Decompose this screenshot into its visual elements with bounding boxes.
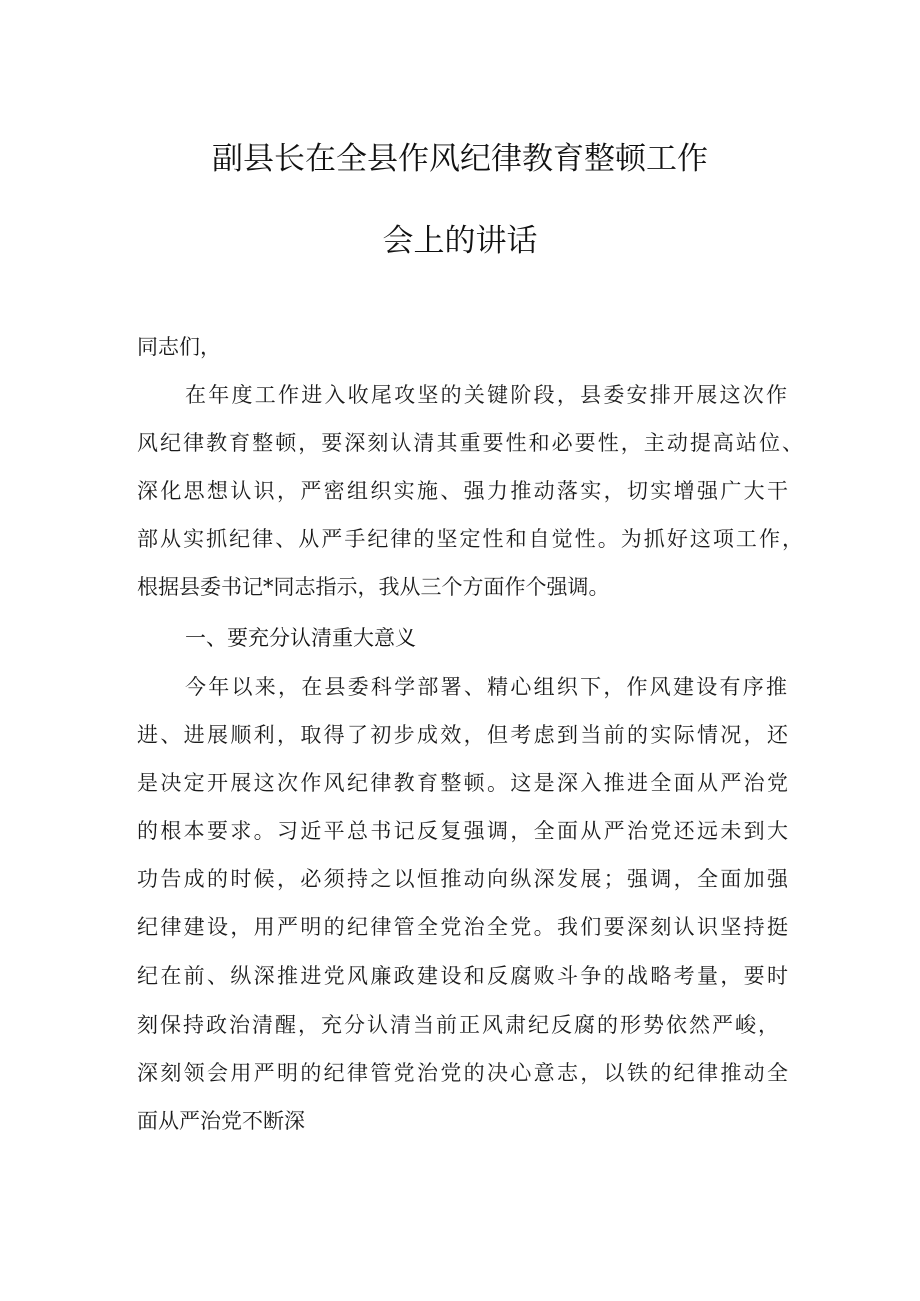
paragraph-2-line-7: 纪在前、纵深推进党风廉政建设和反腐败斗争的战略考量，要时 xyxy=(137,964,788,988)
paragraph-2-line-5: 功告成的时候，必须持之以恒推动向纵深发展；强调，全面加强 xyxy=(137,867,788,891)
paragraph-2-line-8: 刻保持政治清醒，充分认清当前正风肃纪反腐的形势依然严峻， xyxy=(137,1013,779,1037)
salutation: 同志们， xyxy=(137,335,221,359)
paragraph-2-line-9: 深刻领会用严明的纪律管党治党的决心意志，以铁的纪律推动全 xyxy=(137,1061,788,1085)
paragraph-2-line-10: 面从严治党不断深 xyxy=(137,1109,305,1133)
paragraph-2-line-2: 进、进展顺利，取得了初步成效，但考虑到当前的实际情况，还 xyxy=(137,723,788,747)
document-title-line-2: 会上的讲话 xyxy=(382,223,538,259)
paragraph-1-line-4: 部从实抓纪律、从严手纪律的坚定性和自觉性。为抓好这项工作， xyxy=(137,527,803,551)
paragraph-1-line-1: 在年度工作进入收尾攻坚的关键阶段，县委安排开展这次作 xyxy=(185,383,787,407)
paragraph-2-line-3: 是决定开展这次作风纪律教育整顿。这是深入推进全面从严治党 xyxy=(137,771,788,795)
paragraph-2-line-6: 纪律建设，用严明的纪律管全党治全党。我们要深刻认识坚持挺 xyxy=(137,915,788,939)
document-title-line-1: 副县长在全县作风纪律教育整顿工作 xyxy=(212,141,708,177)
paragraph-1-line-2: 风纪律教育整顿，要深刻认清其重要性和必要性，主动提高站位、 xyxy=(137,431,803,455)
section-heading-1: 一、要充分认清重大意义 xyxy=(185,626,416,650)
paragraph-2-line-4: 的根本要求。习近平总书记反复强调，全面从严治党还远未到大 xyxy=(137,819,788,843)
paragraph-2-line-1: 今年以来，在县委科学部署、精心组织下，作风建设有序推 xyxy=(185,675,787,699)
paragraph-1-line-5: 根据县委书记*同志指示，我从三个方面作个强调。 xyxy=(137,575,610,599)
paragraph-1-line-3: 深化思想认识，严密组织实施、强力推动落实，切实增强广大干 xyxy=(137,479,788,503)
